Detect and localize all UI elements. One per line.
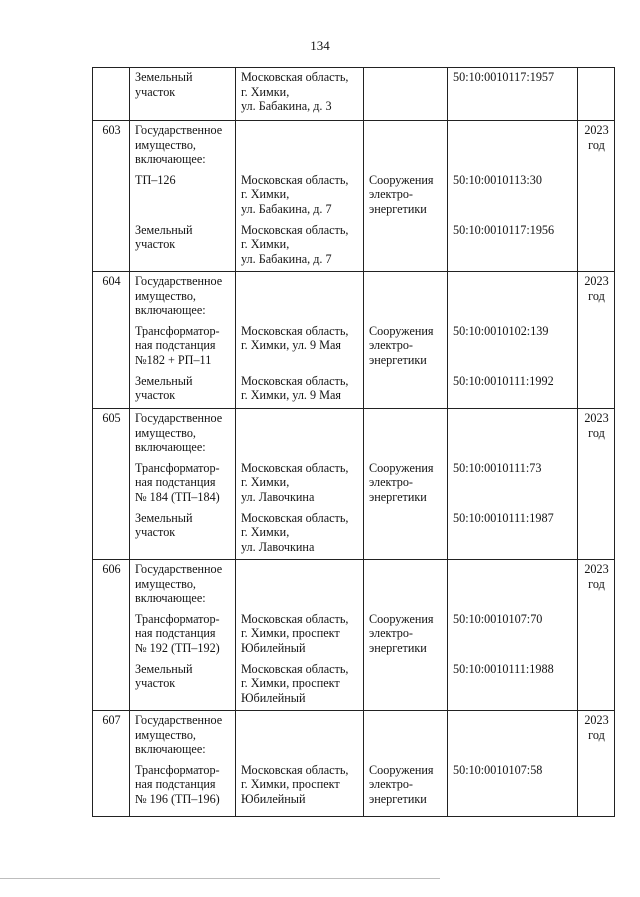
cell-year bbox=[578, 610, 615, 660]
page-number: 134 bbox=[310, 38, 330, 53]
cell-object-name: Государственное имущество, включающее: bbox=[130, 409, 236, 459]
cell-object-name: Трансформатор- ная подстанция № 196 (ТП–196) bbox=[130, 761, 236, 817]
cell-address: Московская область, г. Химки, ул. Лавочкина bbox=[236, 459, 364, 509]
table-row bbox=[93, 272, 615, 322]
cell-number bbox=[93, 761, 130, 817]
cell-object-name: Трансформатор- ная подстанция № 184 (ТП–184) bbox=[130, 459, 236, 509]
cell-object-name: Земельный участок bbox=[130, 68, 236, 121]
cell-object-name: Государственное имущество, включающее: bbox=[130, 711, 236, 761]
table-row bbox=[93, 221, 615, 272]
bottom-rule bbox=[0, 878, 440, 879]
cell-cadastral-number bbox=[448, 409, 578, 459]
cell-address: Московская область, г. Химки, ул. Лавочкина bbox=[236, 509, 364, 560]
cell-object-type bbox=[364, 221, 448, 272]
cell-number: 603 bbox=[93, 121, 130, 171]
cell-number bbox=[93, 459, 130, 509]
cell-object-name: Государственное имущество, включающее: bbox=[130, 272, 236, 322]
table-row bbox=[93, 372, 615, 409]
table-row bbox=[93, 610, 615, 660]
cell-address bbox=[236, 121, 364, 171]
cell-number bbox=[93, 322, 130, 372]
cell-address: Московская область, г. Химки, проспект Юбилейный bbox=[236, 660, 364, 711]
cell-year bbox=[578, 221, 615, 272]
cell-object-type: Сооружения электро- энергетики bbox=[364, 610, 448, 660]
cell-number: 605 bbox=[93, 409, 130, 459]
cell-number bbox=[93, 660, 130, 711]
table-row bbox=[93, 560, 615, 610]
cell-object-type bbox=[364, 509, 448, 560]
cell-object-type: Сооружения электро- энергетики bbox=[364, 322, 448, 372]
table-row bbox=[93, 322, 615, 372]
cell-object-name: Земельный участок bbox=[130, 221, 236, 272]
cell-object-type bbox=[364, 372, 448, 409]
property-table bbox=[92, 67, 615, 817]
cell-address: Московская область, г. Химки, ул. Бабакина, д. 7 bbox=[236, 221, 364, 272]
cell-object-name: Государственное имущество, включающее: bbox=[130, 560, 236, 610]
cell-number bbox=[93, 221, 130, 272]
cell-address bbox=[236, 272, 364, 322]
cell-year bbox=[578, 660, 615, 711]
table-row bbox=[93, 409, 615, 459]
cell-object-name: Земельный участок bbox=[130, 660, 236, 711]
cell-object-type bbox=[364, 272, 448, 322]
cell-year bbox=[578, 509, 615, 560]
cell-cadastral-number: 50:10:0010102:139 bbox=[448, 322, 578, 372]
cell-number bbox=[93, 610, 130, 660]
cell-cadastral-number: 50:10:0010111:1988 bbox=[448, 660, 578, 711]
cell-cadastral-number: 50:10:0010107:70 bbox=[448, 610, 578, 660]
table-row bbox=[93, 171, 615, 221]
cell-object-name: Государственное имущество, включающее: bbox=[130, 121, 236, 171]
cell-object-name: ТП–126 bbox=[130, 171, 236, 221]
cell-number: 604 bbox=[93, 272, 130, 322]
cell-year: 2023 год bbox=[578, 560, 615, 610]
cell-object-type: Сооружения электро- энергетики bbox=[364, 761, 448, 817]
cell-object-type bbox=[364, 409, 448, 459]
table-row bbox=[93, 68, 615, 121]
cell-number bbox=[93, 68, 130, 121]
table-row bbox=[93, 509, 615, 560]
cell-object-name: Земельный участок bbox=[130, 509, 236, 560]
cell-address bbox=[236, 711, 364, 761]
cell-object-type bbox=[364, 560, 448, 610]
cell-year bbox=[578, 372, 615, 409]
cell-cadastral-number bbox=[448, 711, 578, 761]
cell-year: 2023 год bbox=[578, 409, 615, 459]
cell-address: Московская область, г. Химки, проспект Юбилейный bbox=[236, 761, 364, 817]
cell-object-type: Сооружения электро- энергетики bbox=[364, 171, 448, 221]
table-body bbox=[93, 68, 615, 817]
cell-address: Московская область, г. Химки, ул. Бабакина, д. 7 bbox=[236, 171, 364, 221]
cell-cadastral-number: 50:10:0010111:1992 bbox=[448, 372, 578, 409]
cell-address bbox=[236, 560, 364, 610]
table-row bbox=[93, 660, 615, 711]
cell-cadastral-number: 50:10:0010111:73 bbox=[448, 459, 578, 509]
cell-object-type bbox=[364, 711, 448, 761]
cell-object-type bbox=[364, 121, 448, 171]
cell-object-type: Сооружения электро- энергетики bbox=[364, 459, 448, 509]
cell-cadastral-number: 50:10:0010111:1987 bbox=[448, 509, 578, 560]
cell-number: 606 bbox=[93, 560, 130, 610]
cell-address: Московская область, г. Химки, проспект Юбилейный bbox=[236, 610, 364, 660]
cell-year bbox=[578, 68, 615, 121]
cell-number bbox=[93, 372, 130, 409]
cell-address: Московская область, г. Химки, ул. Бабакина, д. 3 bbox=[236, 68, 364, 121]
cell-year: 2023 год bbox=[578, 272, 615, 322]
cell-address bbox=[236, 409, 364, 459]
cell-object-name: Трансформатор- ная подстанция №182 + РП–11 bbox=[130, 322, 236, 372]
cell-cadastral-number bbox=[448, 560, 578, 610]
cell-number: 607 bbox=[93, 711, 130, 761]
cell-number bbox=[93, 171, 130, 221]
table-row bbox=[93, 459, 615, 509]
cell-cadastral-number: 50:10:0010117:1957 bbox=[448, 68, 578, 121]
cell-cadastral-number bbox=[448, 121, 578, 171]
cell-year bbox=[578, 171, 615, 221]
cell-cadastral-number: 50:10:0010113:30 bbox=[448, 171, 578, 221]
cell-year: 2023 год bbox=[578, 711, 615, 761]
cell-cadastral-number bbox=[448, 272, 578, 322]
cell-cadastral-number: 50:10:0010117:1956 bbox=[448, 221, 578, 272]
cell-object-name: Трансформатор- ная подстанция № 192 (ТП–192) bbox=[130, 610, 236, 660]
cell-year bbox=[578, 459, 615, 509]
cell-address: Московская область, г. Химки, ул. 9 Мая bbox=[236, 322, 364, 372]
cell-object-name: Земельный участок bbox=[130, 372, 236, 409]
table-row bbox=[93, 121, 615, 171]
cell-number bbox=[93, 509, 130, 560]
cell-cadastral-number: 50:10:0010107:58 bbox=[448, 761, 578, 817]
cell-year bbox=[578, 322, 615, 372]
cell-year: 2023 год bbox=[578, 121, 615, 171]
cell-object-type bbox=[364, 660, 448, 711]
cell-year bbox=[578, 761, 615, 817]
table-row bbox=[93, 761, 615, 817]
table-row bbox=[93, 711, 615, 761]
cell-object-type bbox=[364, 68, 448, 121]
cell-address: Московская область, г. Химки, ул. 9 Мая bbox=[236, 372, 364, 409]
